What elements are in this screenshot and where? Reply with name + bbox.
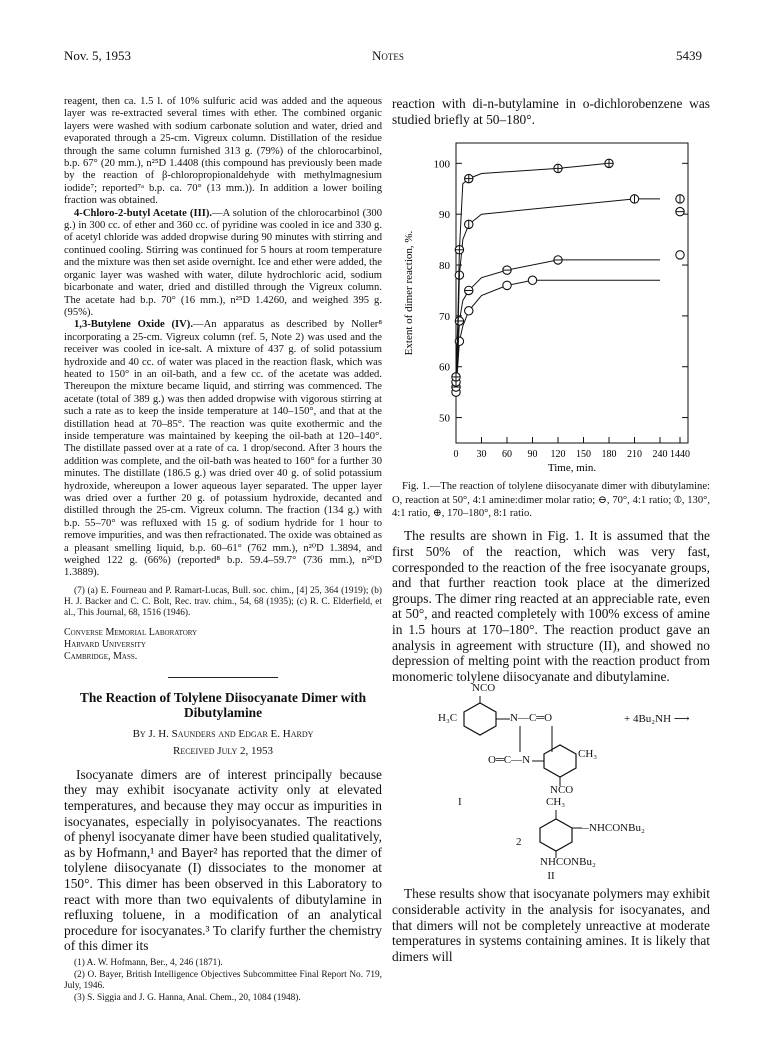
address-block xyxy=(64,627,382,663)
paragraph xyxy=(64,319,382,580)
label-n-c-o: N—C═O xyxy=(510,712,553,725)
left-column xyxy=(64,96,382,1005)
x-tick-label: 210 xyxy=(627,449,642,461)
footnote-block xyxy=(64,586,382,619)
label-plus-amine: + 4Bu₂NH ⟶ xyxy=(624,713,690,726)
paragraph: The results are shown in Fig. 1. It is assumed that the first 50% of the reaction, which was very fast, corresponded to the reaction of the free isocyanate groups, and that further reaction took place at the dimerized groups. The dimer ring reacted at an appreciable rate, even at 50°, and reacted completely with 100% excess of amine in 1.5 hours at 170–180°. The reaction product gave an analysis in agreement with structure (II), and showed no depression of melting point with the reaction product from monomeric tolylene diisocyanate and dibutylamine. xyxy=(392,528,710,684)
y-tick-label: 100 xyxy=(433,158,450,171)
page-number: 5439 xyxy=(676,48,702,63)
x-tick-label: 30 xyxy=(476,449,487,461)
paragraph-body: —A solution of the chlorocarbinol (300 g.) in 300 cc. of ether and 360 cc. of pyridine was cooled in ice and 330 g. of acetyl chloride was added dropwise during 90 minutes with stirring and continued cooling. Stirring was continued for 5 hours at room temperature and the mixture was then set aside overnight. Ice and ether were added, the organic layer was washed with water, dilute hydrochloric acid, sodium bicarbonate and water, dried and distilled through the Vigreux column. The acetate had b.p. 70° (16 mm.), n²⁵D 1.4260, and weighed 395 g. (95%). xyxy=(64,207,383,318)
x-tick-label: 180 xyxy=(601,449,617,461)
x-tick-label: 240 xyxy=(652,449,668,461)
paragraph: These results show that isocyanate polymers may exhibit considerable activity in the analysis for isocyanates, and that dimers will not be completely unreactive at moderate temperatures in systems containing amines. It is likely that dimers will xyxy=(392,886,710,964)
label-coefficient: 2 xyxy=(516,836,522,849)
data-point xyxy=(676,251,684,259)
data-point xyxy=(455,337,463,345)
figure-1-chart xyxy=(392,131,710,476)
y-tick-label: 70 xyxy=(439,311,450,324)
label-roman-i: I xyxy=(458,796,462,809)
closing-text xyxy=(392,886,710,964)
series-line xyxy=(456,199,660,382)
data-point xyxy=(465,307,473,315)
paragraph: reagent, then ca. 1.5 l. of 10% sulfuric acid was added and the aqueous layer was re-extracted several times with ether. The combined organic layers were washed with sodium carbonate solution and water, dried and evaporated through a 25-cm. Vigreux column. Distillation of the residue through the same column furnished 313 g. (79%) of the chlorocarbinol, b.p. 67° (20 mm.), n²⁵D 1.4408 (this compound has previously been made by the reaction of β-chloropropionaldehyde with methylmagnesium iodide⁷; reported⁷ᵃ b.p. ca. 70° (13 mm.)). In addition a lower boiling fraction was obtained. xyxy=(64,96,382,207)
byline: By J. H. Saunders and Edgar E. Hardy xyxy=(132,727,314,740)
label-ch3-ii: CH₃ xyxy=(546,796,566,809)
footnote: (2) O. Bayer, British Intelligence Objectives Subcommittee Final Report No. 719, July, 1946. xyxy=(64,969,382,991)
experimental-text xyxy=(64,96,382,580)
running-section: Notes xyxy=(372,48,404,63)
results-text xyxy=(392,528,710,684)
section-heading: 4-Chloro-2-butyl Acetate (III). xyxy=(74,207,213,219)
label-roman-ii: II xyxy=(547,870,555,883)
address-line: Cambridge, Mass. xyxy=(64,650,138,662)
label-nco-bottom: NCO xyxy=(550,784,574,797)
divider xyxy=(168,677,278,678)
x-tick-label: 150 xyxy=(576,449,591,461)
y-tick-label: 60 xyxy=(439,361,450,374)
section-heading: 1,3-Butylene Oxide (IV). xyxy=(74,319,193,331)
footnote-block xyxy=(64,958,382,1004)
data-point xyxy=(528,276,536,284)
plot-frame xyxy=(456,143,688,443)
label-nco-top: NCO xyxy=(472,682,496,695)
paragraph xyxy=(64,208,382,320)
footnote: (1) A. W. Hofmann, Ber., 4, 246 (1871). xyxy=(74,957,223,968)
x-tick-label: 0 xyxy=(453,449,459,461)
footnote: (7) (a) E. Fourneau and P. Ramart-Lucas, Bull. soc. chim., [4] 25, 364 (1919); (b) H. J. Backer and C. C. Bolt, Rec. trav. chim., 54, 68 (1935); (c) R. C. Elderfield, et al., This Journal, 68, 1516 (1946). xyxy=(64,585,382,618)
footnote: (3) S. Siggia and J. G. Hanna, Anal. Chem., 20, 1084 (1948). xyxy=(74,992,301,1003)
data-point xyxy=(503,281,511,289)
x-tick-label: 90 xyxy=(527,449,538,461)
paragraph-body: —An apparatus as described by Noller⁸ incorporating a 25-cm. Vigreux column (ref. 5, Note 2) was used and the receiver was cooled in ice-salt. A mixture of 437 g. of solid potassium hydroxide and 40 cc. of water was placed in the reaction flask, which was heated to 150° in an oil-bath, and a few cc. of the acetate was added. Thereupon the mixture became liquid, and stirring was commenced. The acetate (total of 389 g.) was then added dropwise with vigorous stirring at such a rate as to keep the inside temperature at 140–150°, and that at the distillation head at 70–85°. The reaction was quite exothermic and the inside temperature was maintained by keeping the oil-bath at 120–140°. The distillate passed over at a rate of ca. 1 drop/second. After 3 hours the addition was complete, and the oil-bath was heated to 160° for a further 30 minutes. The distillate (186.5 g.) was dried over 40 g. of solid potassium hydroxide, whereupon a lower aqueous layer separated. The upper layer was dried over a further 20 g. of potassium hydroxide, decanted and distilled through the 25-cm. Vigreux column. The fraction (134 g.) with b.p. 55–70° was refluxed with 15 g. of sodium hydride for 1 hour to remove impurities, and was then refractionated. The oxide was obtained as a pleasant smelling liquid, b.p. 60–61° (762 mm.), n²⁰D 1.3894, and weighed 122 g. (66%) (reported⁸ b.p. 59.4–59.7° (736 mm.), n²⁰D 1.3889). xyxy=(64,319,383,579)
received-date: Received July 2, 1953 xyxy=(173,744,273,757)
paragraph: Isocyanate dimers are of interest principally because they may exhibit isocyanate activity only at elevated temperatures, and because they may occur as impurities in isocyanates, especially in polyisocyanates. The reactions of phenyl isocyanate dimer have been studied qualitatively, as by Hofmann,¹ and Bayer² has reported that the dimer of tolylene diisocyanate (I) dissociates to the monomer at 150°. This dimer has been observed in this Laboratory to react with more than two equivalents of dibutylamine in refluxing toluene, in a modification of an analytical procedure for isocyanates.³ To clarify further the chemistry of this dimer its xyxy=(64,766,382,954)
figure-caption: Fig. 1.—The reaction of tolylene diisocyanate dimer with dibutylamine: O, reaction at 50°, 4:1 amine:dimer molar ratio; ⊖, 70°, 4:1 ratio; ⦶, 130°, 4:1 ratio, ⊕, 170–180°, 8:1 ratio. xyxy=(392,481,710,519)
label-h3c: H₃C xyxy=(438,712,458,725)
x-axis-label: Time, min. xyxy=(547,462,597,475)
label-nhconbu2-b: NHCONBu₂ xyxy=(540,856,596,869)
label-o-c-n: O═C—N xyxy=(488,754,531,767)
x-tick-label: 60 xyxy=(502,449,512,461)
reaction-scheme xyxy=(392,682,710,869)
y-axis-label: Extent of dimer reaction, %. xyxy=(403,230,415,356)
label-ch3: CH₃ xyxy=(578,748,598,761)
y-tick-label: 90 xyxy=(439,209,450,222)
y-tick-label: 50 xyxy=(439,412,450,425)
article-title: The Reaction of Tolylene Diisocyanate Dimer with Dibutylamine xyxy=(79,689,367,720)
y-tick-label: 80 xyxy=(439,260,450,273)
series-line xyxy=(456,260,660,387)
x-tick-label: 1440 xyxy=(670,449,690,461)
address-line: Harvard University xyxy=(64,638,146,650)
x-tick-label: 120 xyxy=(550,449,566,461)
series-line xyxy=(456,163,609,377)
article-body xyxy=(64,767,382,954)
running-date: Nov. 5, 1953 xyxy=(64,48,132,63)
article-body-cont: reaction with di-n-butylamine in o-dichlorobenzene was studied briefly at 50–180°. xyxy=(392,96,710,127)
address-line: Converse Memorial Laboratory xyxy=(64,626,198,638)
right-column xyxy=(392,96,710,964)
series-line xyxy=(456,280,660,392)
label-nhconbu2-a: —NHCONBu₂ xyxy=(578,822,645,835)
